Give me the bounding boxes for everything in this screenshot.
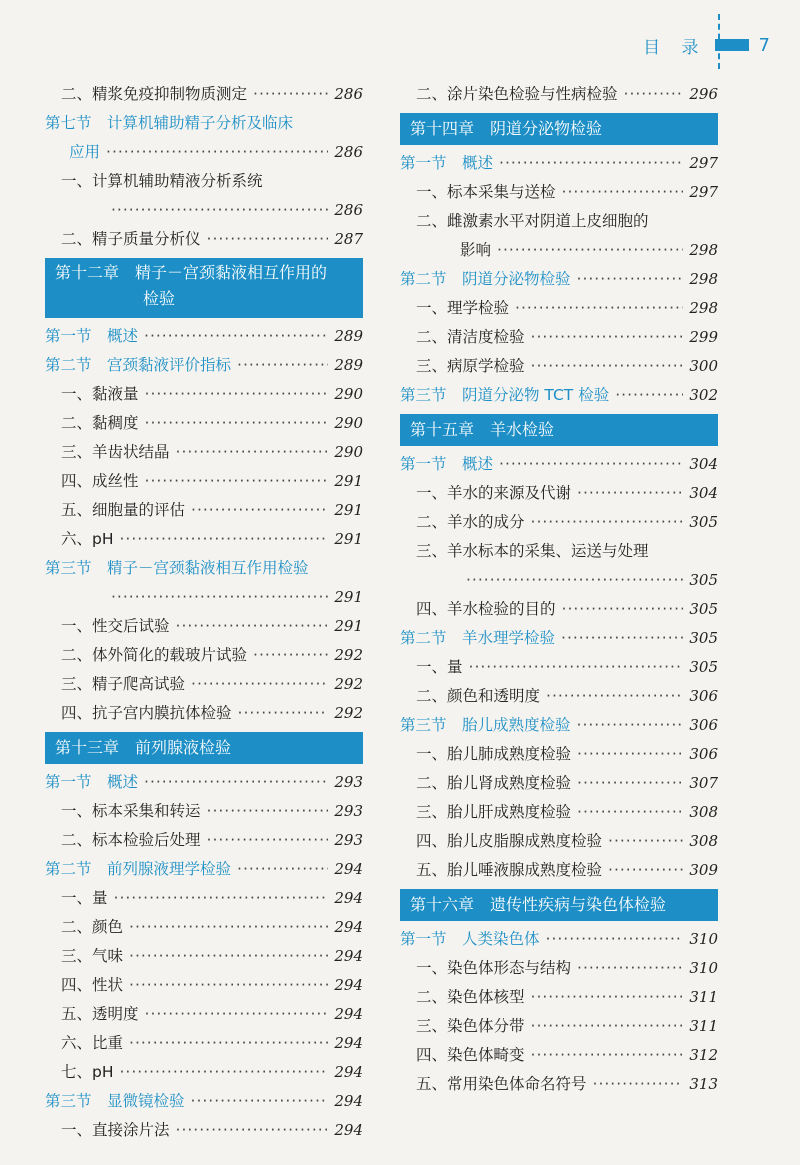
toc-entry-label: 第三节 精子－宫颈黏液相互作用检验 [45, 559, 309, 577]
toc-page-number: 297 [689, 183, 718, 201]
toc-page-number: 289 [334, 327, 363, 345]
toc-section-row[interactable] [400, 450, 718, 479]
dot-leader [577, 479, 683, 508]
toc-item-row[interactable] [400, 80, 718, 109]
dot-leader [253, 80, 328, 109]
chapter-title: 第十六章 遗传性疾病与染色体检验 [410, 895, 667, 914]
toc-item-row[interactable] [400, 769, 718, 798]
toc-entry-label: 应用 [69, 143, 101, 161]
dot-leader [207, 797, 329, 826]
toc-item-row[interactable] [400, 479, 718, 508]
toc-item-row[interactable] [45, 467, 363, 496]
toc-entry-label: 五、透明度 [61, 1005, 139, 1023]
toc-page-number: 313 [689, 1075, 718, 1093]
dot-leader [469, 653, 684, 682]
toc-entry-label: 影响 [460, 241, 492, 259]
toc-page-number: 312 [689, 1046, 718, 1064]
toc-label: 目 录 [643, 37, 707, 58]
toc-entry-label: 一、计算机辅助精液分析系统 [61, 172, 263, 190]
dot-leader [531, 352, 684, 381]
dot-leader [499, 450, 683, 479]
dot-leader [624, 80, 684, 109]
toc-section-row[interactable] [400, 925, 718, 954]
toc-item-row[interactable] [400, 827, 718, 856]
toc-item-row[interactable] [45, 699, 363, 728]
toc-entry-label: 三、染色体分带 [416, 1017, 525, 1035]
toc-right-column [400, 80, 718, 1099]
dot-leader [546, 925, 684, 954]
toc-item-row[interactable] [45, 496, 363, 525]
toc-page-number: 294 [334, 1092, 363, 1110]
dot-leader [531, 1012, 684, 1041]
toc-page-number: 310 [689, 930, 718, 948]
toc-section-row[interactable] [45, 554, 363, 583]
toc-page-number: 294 [334, 860, 363, 878]
toc-page-number: 287 [334, 230, 363, 248]
toc-entry-label: 第一节 概述 [45, 773, 139, 791]
toc-entry-label: 二、涂片染色检验与性病检验 [416, 85, 618, 103]
toc-item-row[interactable] [400, 207, 718, 236]
toc-entry-label: 第三节 阴道分泌物 TCT 检验 [400, 386, 610, 404]
toc-entry-label: 二、标本检验后处理 [61, 831, 201, 849]
toc-entry-label: 四、成丝性 [61, 472, 139, 490]
toc-page-number: 311 [689, 1017, 718, 1035]
dot-leader [237, 855, 328, 884]
toc-item-row[interactable] [45, 1116, 363, 1145]
toc-entry-label: 第二节 阴道分泌物检验 [400, 270, 571, 288]
toc-item-row[interactable] [400, 798, 718, 827]
toc-page-number: 309 [689, 861, 718, 879]
toc-entry-label: 第二节 羊水理学检验 [400, 629, 556, 647]
toc-page-number: 292 [334, 646, 363, 664]
chapter-title: 第十五章 羊水检验 [410, 420, 555, 439]
toc-entry-label: 二、羊水的成分 [416, 513, 525, 531]
dot-leader [577, 711, 684, 740]
toc-page-number: 302 [689, 386, 718, 404]
toc-page-number: 289 [334, 356, 363, 374]
toc-item-row[interactable] [45, 167, 363, 196]
toc-page-number: 291 [334, 617, 363, 635]
toc-page-number: 290 [334, 385, 363, 403]
toc-page-number: 308 [689, 803, 718, 821]
toc-page-number: 297 [689, 154, 718, 172]
toc-entry-label: 七、pH [61, 1063, 114, 1081]
toc-item-row[interactable] [45, 797, 363, 826]
toc-item-row[interactable] [400, 595, 718, 624]
dot-leader [238, 699, 329, 728]
dot-leader [129, 971, 328, 1000]
dot-leader [531, 508, 684, 537]
dot-leader [531, 323, 684, 352]
dot-leader [176, 612, 329, 641]
toc-page-number: 294 [334, 1005, 363, 1023]
toc-item-row[interactable] [400, 294, 718, 323]
toc-item-row[interactable] [45, 612, 363, 641]
dot-leader [466, 566, 683, 595]
toc-page-number: 305 [689, 600, 718, 618]
toc-section-row[interactable] [400, 149, 718, 178]
toc-page-number: 292 [334, 704, 363, 722]
toc-page-number: 305 [689, 629, 718, 647]
toc-page-number: 296 [689, 85, 718, 103]
toc-item-row[interactable] [400, 537, 718, 566]
toc-section-row[interactable] [45, 768, 363, 797]
toc-item-row[interactable] [400, 352, 718, 381]
dot-leader [577, 740, 683, 769]
toc-entry-label: 第七节 计算机辅助精子分析及临床 [45, 114, 294, 132]
toc-entry-label: 二、胎儿肾成熟度检验 [416, 774, 572, 792]
toc-page-number: 294 [334, 947, 363, 965]
toc-entry-label: 一、染色体形态与结构 [416, 959, 572, 977]
toc-page-number: 290 [334, 414, 363, 432]
chapter-heading[interactable] [400, 113, 718, 145]
toc-item-row[interactable] [45, 913, 363, 942]
toc-page-number: 294 [334, 889, 363, 907]
dot-leader [144, 322, 328, 351]
toc-page-number: 286 [334, 85, 363, 103]
toc-entry-label: 二、精子质量分析仪 [61, 230, 201, 248]
toc-page-number: 286 [334, 143, 363, 161]
dot-leader [191, 670, 328, 699]
toc-item-row[interactable] [45, 641, 363, 670]
toc-entry-label: 一、性交后试验 [61, 617, 170, 635]
toc-page-number: 298 [689, 299, 718, 317]
toc-section-row[interactable] [45, 855, 363, 884]
toc-page-number: 306 [689, 687, 718, 705]
toc-page-number: 305 [689, 571, 718, 589]
toc-item-row[interactable] [400, 236, 718, 265]
toc-item-row[interactable] [400, 1070, 718, 1099]
toc-page-number: 291 [334, 530, 363, 548]
toc-entry-label: 三、气味 [61, 947, 124, 965]
toc-page-number: 294 [334, 976, 363, 994]
toc-entry-label: 三、精子爬高试验 [61, 675, 186, 693]
toc-section-row[interactable] [45, 322, 363, 351]
header-bar [715, 39, 749, 51]
toc-entry-label: 第三节 显微镜检验 [45, 1092, 185, 1110]
toc-entry-label: 第二节 宫颈黏液评价指标 [45, 356, 232, 374]
toc-page-number: 311 [689, 988, 718, 1006]
dot-leader [176, 1116, 329, 1145]
toc-entry-label: 六、pH [61, 530, 114, 548]
toc-entry-label: 三、羊水标本的采集、运送与处理 [416, 542, 649, 560]
dot-leader [608, 856, 683, 885]
toc-page-number: 304 [689, 484, 718, 502]
dot-leader [531, 1041, 684, 1070]
toc-page-number: 310 [689, 959, 718, 977]
page-number: 7 [758, 34, 770, 56]
toc-item-row[interactable] [45, 884, 363, 913]
toc-item-row[interactable] [400, 566, 718, 595]
toc-entry-label: 一、直接涂片法 [61, 1121, 170, 1139]
dot-leader [531, 983, 684, 1012]
toc-entry-label: 一、胎儿肺成熟度检验 [416, 745, 572, 763]
toc-entry-label: 二、清洁度检验 [416, 328, 525, 346]
toc-section-row[interactable] [400, 381, 718, 410]
toc-entry-label: 四、性状 [61, 976, 124, 994]
toc-item-row[interactable] [45, 196, 363, 225]
toc-entry-label: 第一节 概述 [45, 327, 139, 345]
toc-page-number: 300 [689, 357, 718, 375]
toc-section-row[interactable] [400, 265, 718, 294]
toc-item-row[interactable] [400, 954, 718, 983]
toc-item-row[interactable] [400, 1041, 718, 1070]
toc-entry-label: 一、标本采集和转运 [61, 802, 201, 820]
toc-item-row[interactable] [400, 682, 718, 711]
toc-item-row[interactable] [400, 983, 718, 1012]
dot-leader [129, 913, 328, 942]
toc-page-number: 306 [689, 716, 718, 734]
toc-entry-label: 二、体外简化的载玻片试验 [61, 646, 248, 664]
toc-item-row[interactable] [400, 178, 718, 207]
toc-item-row[interactable] [45, 971, 363, 1000]
toc-page-number: 298 [689, 270, 718, 288]
toc-entry-label: 第一节 概述 [400, 154, 494, 172]
toc-section-row[interactable] [45, 138, 363, 167]
dot-leader [577, 265, 684, 294]
toc-page-number: 294 [334, 1063, 363, 1081]
toc-page-number: 290 [334, 443, 363, 461]
dot-leader [129, 942, 328, 971]
toc-item-row[interactable] [45, 409, 363, 438]
dot-leader [237, 351, 328, 380]
toc-section-row[interactable] [400, 624, 718, 653]
toc-entry-label: 三、羊齿状结晶 [61, 443, 170, 461]
toc-page-number: 306 [689, 745, 718, 763]
dot-leader [114, 884, 329, 913]
toc-section-row[interactable] [45, 351, 363, 380]
dot-leader [191, 1087, 329, 1116]
toc-entry-label: 第一节 概述 [400, 455, 494, 473]
dot-leader [120, 1058, 329, 1087]
toc-section-row[interactable] [45, 1087, 363, 1116]
dot-leader [129, 1029, 328, 1058]
toc-item-row[interactable] [400, 856, 718, 885]
toc-entry-label: 二、颜色和透明度 [416, 687, 541, 705]
toc-entry-label: 一、理学检验 [416, 299, 510, 317]
dot-leader [515, 294, 683, 323]
toc-page-number: 291 [334, 472, 363, 490]
dot-leader [253, 641, 328, 670]
dot-leader [145, 409, 329, 438]
toc-page-number: 294 [334, 1121, 363, 1139]
chapter-heading[interactable] [45, 732, 363, 764]
chapter-title-cont: 检验 [143, 289, 176, 308]
dot-leader [176, 438, 329, 467]
toc-entry-label: 四、抗子宫内膜抗体检验 [61, 704, 232, 722]
chapter-title: 第十三章 前列腺液检验 [55, 738, 232, 757]
toc-item-row[interactable] [400, 653, 718, 682]
toc-page-number: 298 [689, 241, 718, 259]
chapter-heading[interactable] [400, 889, 718, 921]
toc-entry-label: 四、胎儿皮脂腺成熟度检验 [416, 832, 603, 850]
toc-page-number: 308 [689, 832, 718, 850]
chapter-heading[interactable] [45, 258, 363, 318]
toc-page-number: 304 [689, 455, 718, 473]
toc-entry-label: 一、量 [416, 658, 463, 676]
toc-item-row[interactable] [45, 583, 363, 612]
toc-page-number: 292 [334, 675, 363, 693]
toc-entry-label: 第三节 胎儿成熟度检验 [400, 716, 571, 734]
toc-entry-label: 五、胎儿唾液腺成熟度检验 [416, 861, 603, 879]
toc-entry-label: 三、病原学检验 [416, 357, 525, 375]
toc-entry-label: 二、颜色 [61, 918, 124, 936]
dot-leader [562, 178, 684, 207]
toc-item-row[interactable] [45, 80, 363, 109]
dot-leader [191, 496, 328, 525]
toc-entry-label: 五、细胞量的评估 [61, 501, 186, 519]
dot-leader [207, 225, 329, 254]
toc-item-row[interactable] [45, 380, 363, 409]
dot-leader [615, 381, 683, 410]
toc-entry-label: 一、黏液量 [61, 385, 139, 403]
dot-leader [577, 954, 683, 983]
toc-item-row[interactable] [400, 508, 718, 537]
dot-leader [577, 769, 683, 798]
toc-item-row[interactable] [45, 1058, 363, 1087]
dot-leader [561, 624, 683, 653]
toc-page-number: 286 [334, 201, 363, 219]
dot-leader [145, 1000, 329, 1029]
dot-leader [562, 595, 684, 624]
toc-entry-label: 四、染色体畸变 [416, 1046, 525, 1064]
toc-page-number: 305 [689, 513, 718, 531]
toc-entry-label: 第一节 人类染色体 [400, 930, 540, 948]
toc-page-number: 293 [334, 831, 363, 849]
dot-leader [145, 467, 329, 496]
toc-item-row[interactable] [45, 1029, 363, 1058]
toc-item-row[interactable] [45, 225, 363, 254]
dot-leader [106, 138, 328, 167]
toc-entry-label: 三、胎儿肝成熟度检验 [416, 803, 572, 821]
toc-page-number: 291 [334, 501, 363, 519]
toc-entry-label: 二、雌激素水平对阴道上皮细胞的 [416, 212, 649, 230]
toc-item-row[interactable] [45, 942, 363, 971]
toc-item-row[interactable] [400, 1012, 718, 1041]
page-header [643, 30, 770, 60]
toc-page-number: 305 [689, 658, 718, 676]
toc-item-row[interactable] [45, 1000, 363, 1029]
dot-leader [497, 236, 683, 265]
toc-item-row[interactable] [400, 323, 718, 352]
dot-leader [144, 768, 328, 797]
toc-page-number: 299 [689, 328, 718, 346]
toc-page-number: 294 [334, 1034, 363, 1052]
toc-item-row[interactable] [45, 670, 363, 699]
toc-item-row[interactable] [45, 826, 363, 855]
toc-item-row[interactable] [45, 525, 363, 554]
dot-leader [546, 682, 683, 711]
toc-item-row[interactable] [400, 740, 718, 769]
toc-item-row[interactable] [45, 438, 363, 467]
chapter-heading[interactable] [400, 414, 718, 446]
toc-section-row[interactable] [400, 711, 718, 740]
toc-entry-label: 一、标本采集与送检 [416, 183, 556, 201]
toc-entry-label: 二、染色体核型 [416, 988, 525, 1006]
toc-page-number: 293 [334, 802, 363, 820]
toc-section-row[interactable] [45, 109, 363, 138]
dot-leader [608, 827, 683, 856]
toc-page-number: 294 [334, 918, 363, 936]
dot-leader [111, 196, 328, 225]
toc-page-number: 307 [689, 774, 718, 792]
toc-page-number: 293 [334, 773, 363, 791]
dot-leader [577, 798, 683, 827]
dot-leader [120, 525, 329, 554]
toc-entry-label: 一、羊水的来源及代谢 [416, 484, 572, 502]
toc-entry-label: 二、黏稠度 [61, 414, 139, 432]
toc-entry-label: 第二节 前列腺液理学检验 [45, 860, 232, 878]
toc-entry-label: 四、羊水检验的目的 [416, 600, 556, 618]
toc-entry-label: 六、比重 [61, 1034, 124, 1052]
toc-left-column [45, 80, 363, 1145]
toc-page-number: 291 [334, 588, 363, 606]
toc-entry-label: 二、精浆免疫抑制物质测定 [61, 85, 248, 103]
dot-leader [207, 826, 329, 855]
toc-entry-label: 一、量 [61, 889, 108, 907]
dot-leader [499, 149, 683, 178]
toc-entry-label: 五、常用染色体命名符号 [416, 1075, 587, 1093]
dot-leader [593, 1070, 684, 1099]
dot-leader [145, 380, 329, 409]
chapter-title: 第十二章 精子－宫颈黏液相互作用的 [55, 263, 328, 282]
chapter-title: 第十四章 阴道分泌物检验 [410, 119, 603, 138]
dot-leader [111, 583, 328, 612]
